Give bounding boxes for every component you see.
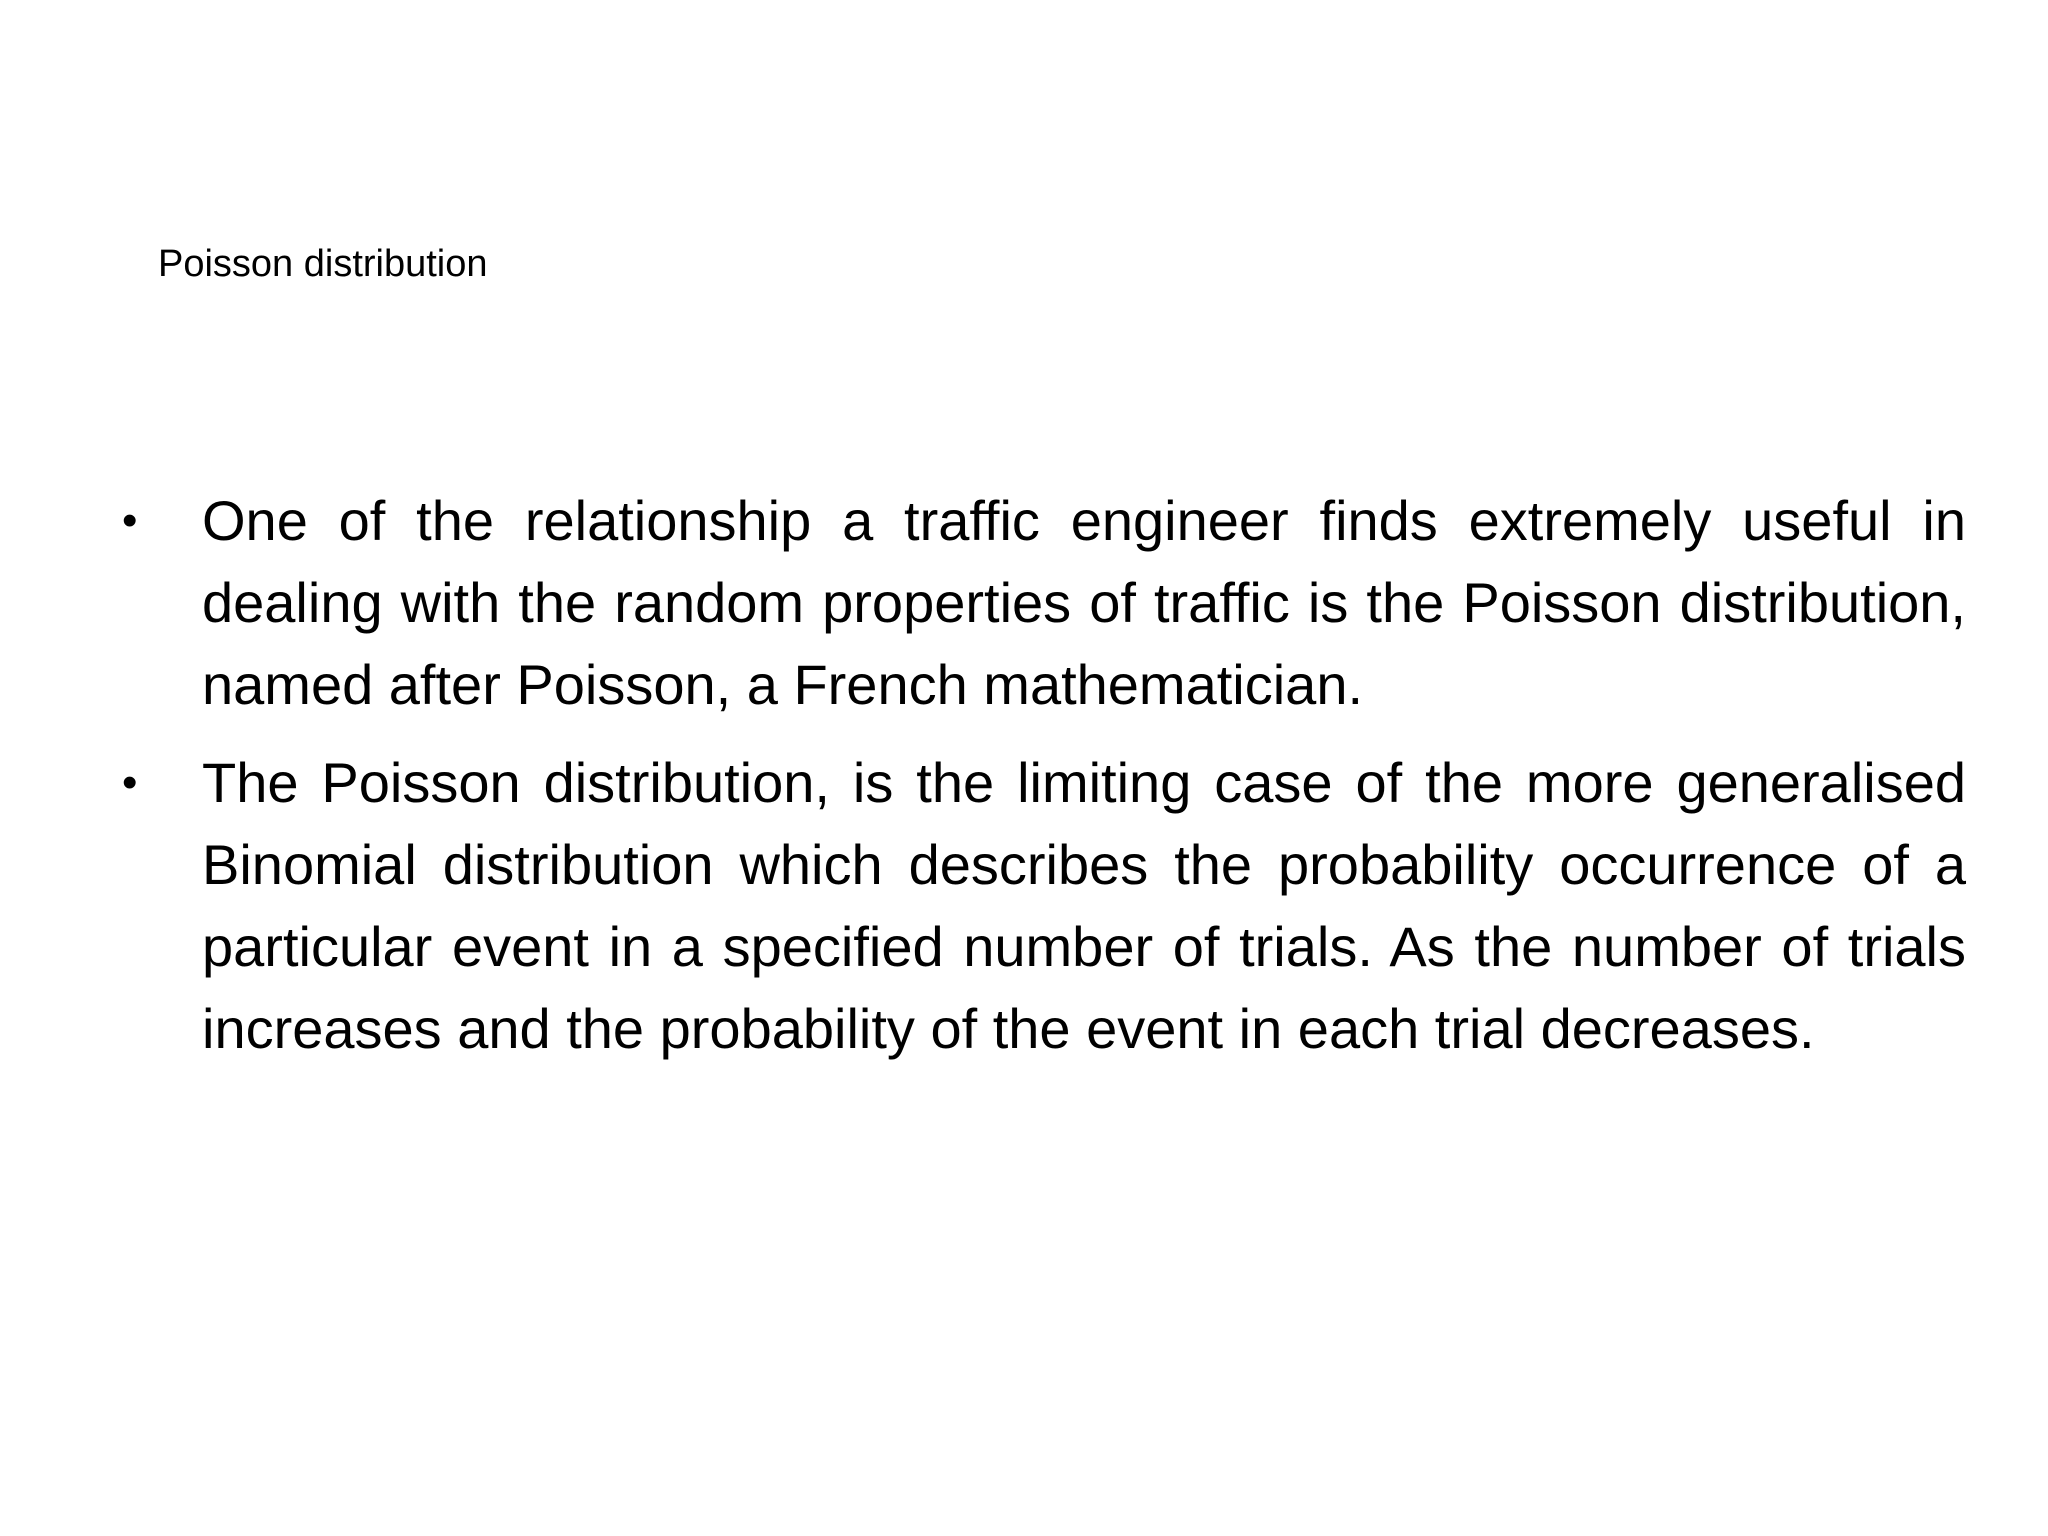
bullet-item (122, 742, 1966, 1070)
bullet-text: The Poisson distribution, is the limiting case of the more generalised Binomial distribution which describes the probability occurrence of a particular event in a specified number of trials. As the number of trials increases and the probability of the event in each trial decreases. (202, 751, 1966, 1060)
slide-title: Poisson distribution (158, 243, 488, 285)
bullet-item (122, 480, 1966, 726)
bullet-list (122, 480, 1966, 1086)
bullet-dot-icon: • (122, 496, 138, 545)
bullet-dot-icon: • (122, 758, 138, 807)
bullet-text: One of the relationship a traffic engineer finds extremely useful in dealing with the random properties of traffic is the Poisson distribution, named after Poisson, a French mathematician. (202, 489, 1966, 716)
